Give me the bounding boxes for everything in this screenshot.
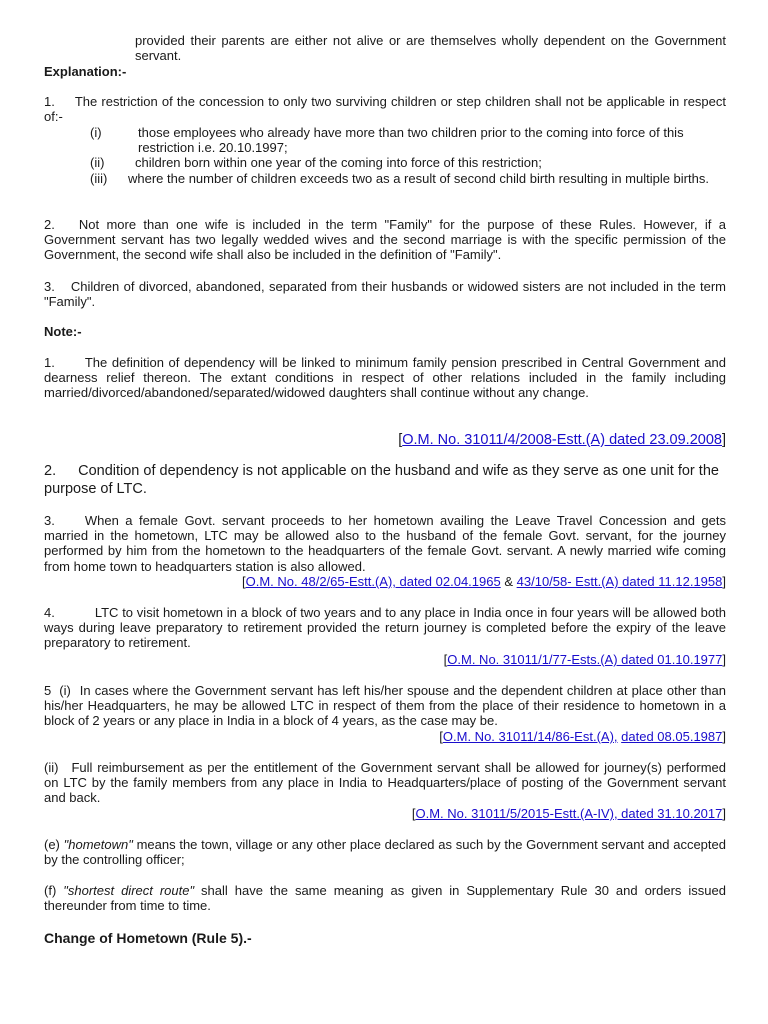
explanation-2: [44, 217, 726, 263]
note-2-number: 2.: [44, 463, 57, 479]
list-item-text: those employees who already have more than two children prior to the coming into force of this restriction i.e. 20.10.1997;: [138, 125, 684, 156]
note-heading: Note:-: [44, 324, 82, 339]
note-1: [44, 355, 726, 401]
list-item: [44, 171, 726, 186]
om-link[interactable]: O.M. No. 31011/5/2015-Estt.(A-IV), dated 31.10.2017: [415, 806, 723, 821]
note-5-subnumber: (i): [59, 683, 71, 698]
note-3-text: When a female Govt. servant proceeds to her hometown availing the Leave Travel Concession and gets married in the hometown, LTC may be allowed also to the husband of the female Govt. servant, for the journey performed by him from the hometown to the headquarters of the female Govt. servant. A newly married wife coming from home town to headquarters station is also allowed.: [44, 513, 726, 574]
reference-5: [O.M. No. 31011/14/86-Est.(A), dated 08.05.1987]: [439, 729, 726, 744]
list-item: [44, 155, 726, 170]
note-5-ii: [44, 760, 726, 806]
reference-1: [O.M. No. 31011/4/2008-Estt.(A) dated 23.09.2008]: [398, 432, 726, 448]
explanation-3-number: 3.: [44, 279, 55, 294]
list-item-number: (i): [90, 125, 102, 140]
om-link[interactable]: O.M. No. 48/2/65-Estt.(A), dated 02.04.1965: [245, 574, 501, 589]
list-item-number: (ii): [90, 155, 105, 171]
note-5-ii-text: Full reimbursement as per the entitlement of the Government servant shall be allowed for journey(s) performed on LTC by the family members from any place in India to Headquarters/place of posting of the Government servant and back.: [44, 760, 726, 806]
definition-e-term: "hometown": [63, 837, 133, 852]
note-4-number: 4.: [44, 605, 55, 620]
list-item-number: (iii): [90, 170, 108, 186]
note-2: [44, 463, 726, 498]
om-link[interactable]: O.M. No. 31011/1/77-Ests.(A) dated 01.10.1977: [447, 652, 723, 667]
list-item: [44, 125, 726, 155]
note-1-number: 1.: [44, 355, 55, 370]
note-1-text: The definition of dependency will be linked to minimum family pension prescribed in Central Government and dearness relief thereon. The extant conditions in respect of other relations included in the family including married/divorced/abandoned/separated/widowed daughters shall continue without any change.: [44, 355, 726, 401]
intro-paragraph: provided their parents are either not alive or are themselves wholly dependent on the Government servant.: [135, 33, 726, 64]
note-3-number: 3.: [44, 513, 55, 528]
explanation-2-text: Not more than one wife is included in the term "Family" for the purpose of these Rules. However, if a Government servant has two legally wedded wives and the second marriage is with the specific permission of the Government, the second wife shall also be included in the definition of "Family".: [44, 217, 726, 263]
om-link[interactable]: O.M. No. 31011/14/86-Est.(A),: [442, 729, 618, 744]
note-5-ii-number: (ii): [44, 760, 59, 775]
definition-f-term: "shortest direct route": [63, 883, 195, 898]
definition-e-text: means the town, village or any other place declared as such by the Government servant and accepted by the controlling officer;: [44, 837, 726, 868]
note-3: [44, 513, 726, 574]
definition-f-label: (f): [44, 883, 57, 898]
explanation-1: [44, 94, 726, 124]
om-link[interactable]: 43/10/58- Estt.(A) dated 11.12.1958: [516, 574, 723, 589]
explanation-3-text: Children of divorced, abandoned, separated from their husbands or widowed sisters are not included in the term "Family".: [44, 279, 726, 310]
om-link[interactable]: dated 08.05.1987: [621, 729, 723, 744]
explanation-1-number: 1.: [44, 94, 55, 109]
reference-3: [O.M. No. 48/2/65-Estt.(A), dated 02.04.1965 & 43/10/58- Estt.(A) dated 11.12.1958]: [242, 574, 726, 589]
list-item-text: where the number of children exceeds two as a result of second child birth resulting in multiple births.: [128, 170, 709, 186]
change-of-hometown-heading: Change of Hometown (Rule 5).-: [44, 930, 252, 946]
reference-5-ii: [O.M. No. 31011/5/2015-Estt.(A-IV), dated 31.10.2017]: [411, 806, 726, 821]
definition-f-text: shall have the same meaning as given in Supplementary Rule 30 and orders issued thereunder from time to time.: [44, 883, 726, 914]
note-4-text: LTC to visit hometown in a block of two years and to any place in India once in four years will be allowed both ways during leave preparatory to retirement provided the return journey is completed before the expiry of the leave preparatory to retirement.: [44, 605, 726, 651]
note-5-number: 5: [44, 683, 52, 698]
explanation-1-text: The restriction of the concession to only two surviving children or step children shall not be applicable in respect of:-: [44, 94, 726, 125]
om-link[interactable]: O.M. No. 31011/4/2008-Estt.(A) dated 23.09.2008: [402, 432, 722, 448]
ampersand: &: [504, 574, 514, 589]
explanation-2-number: 2.: [44, 217, 55, 232]
note-4: [44, 605, 726, 651]
definition-e-label: (e): [44, 837, 60, 852]
explanation-1-sublist: [44, 125, 726, 186]
explanation-3: [44, 279, 726, 309]
explanation-heading: Explanation:-: [44, 64, 127, 79]
reference-4: [O.M. No. 31011/1/77-Ests.(A) dated 01.10.1977]: [443, 652, 726, 667]
note-5-text: In cases where the Government servant has left his/her spouse and the dependent children at place other than his/her Headquarters, he may be allowed LTC in respect of them from the place of their residence to hometown in a block of 2 years or any place in India in a block of 4 years, as the case may be.: [44, 683, 726, 729]
definition-e: [44, 837, 726, 867]
note-5: [44, 683, 726, 729]
definition-f: [44, 883, 726, 913]
list-item-text: children born within one year of the coming into force of this restriction;: [135, 155, 542, 171]
note-2-text: Condition of dependency is not applicable on the husband and wife as they serve as one unit for the purpose of LTC.: [44, 463, 719, 497]
